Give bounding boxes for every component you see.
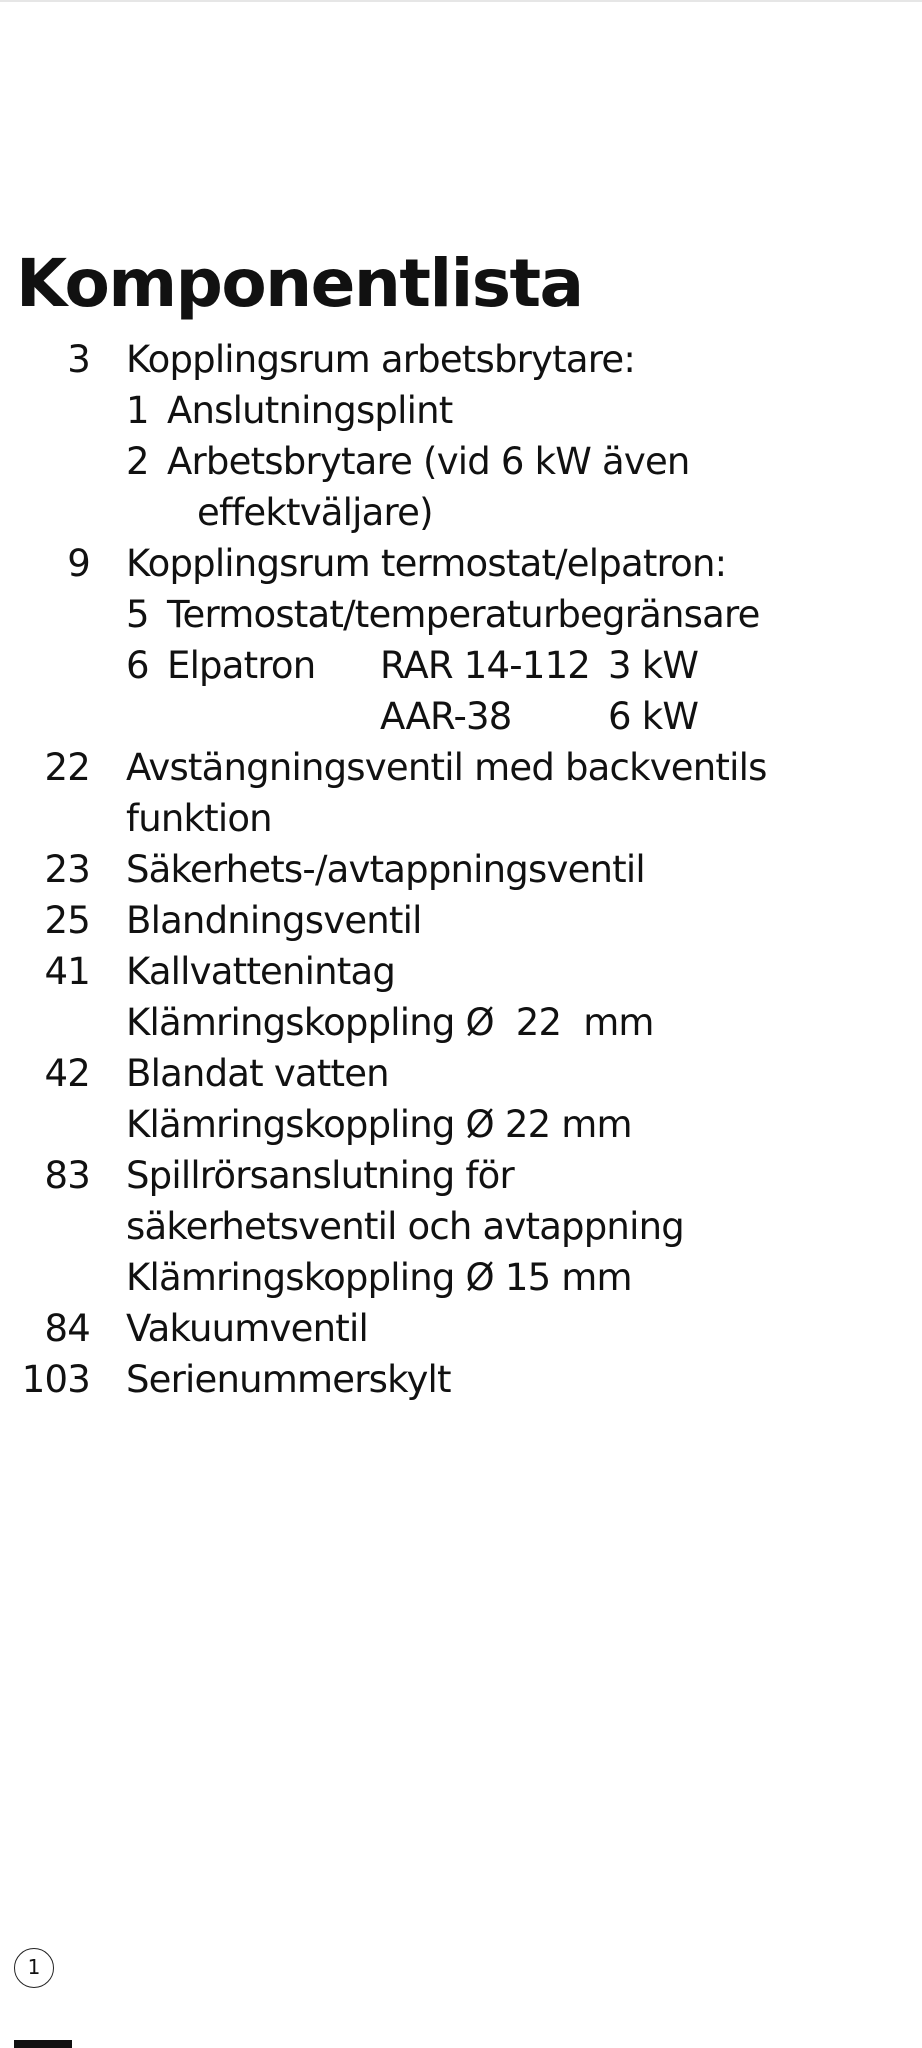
- list-item: [0, 1303, 922, 1354]
- item-text: Kopplingsrum termostat/elpatron:: [126, 542, 727, 585]
- item-number: 22: [44, 746, 90, 789]
- subitem-text: Elpatron: [167, 644, 316, 687]
- item-number: 41: [44, 950, 90, 993]
- item-text: Spillrörsanslutning för: [126, 1154, 514, 1197]
- list-item: [0, 1150, 922, 1201]
- list-item: [0, 538, 922, 589]
- list-item-continuation: [0, 997, 922, 1048]
- item-text: Säkerhets-/avtappningsventil: [126, 848, 645, 891]
- item-text: Serienummerskylt: [126, 1358, 451, 1401]
- item-number: 25: [44, 899, 90, 942]
- item-number: 84: [44, 1307, 90, 1350]
- item-continuation-text: funktion: [126, 797, 272, 840]
- subitem-number: 2: [126, 440, 149, 483]
- heater-model: AAR-38: [380, 695, 512, 738]
- item-continuation-text: Klämringskoppling Ø 22 mm: [126, 1001, 654, 1044]
- item-number: 83: [44, 1154, 90, 1197]
- item-number: 103: [21, 1358, 90, 1401]
- heater-model: RAR 14-112: [380, 644, 591, 687]
- subitem-number: 1: [126, 389, 149, 432]
- list-item-continuation: [0, 793, 922, 844]
- list-item: [0, 334, 922, 385]
- heater-power: 6 kW: [608, 695, 699, 738]
- item-text: Vakuumventil: [126, 1307, 368, 1350]
- list-item: [0, 844, 922, 895]
- item-continuation-text: säkerhetsventil och avtappning: [126, 1205, 684, 1248]
- list-item: [0, 895, 922, 946]
- item-number: 9: [67, 542, 90, 585]
- list-item: [0, 1048, 922, 1099]
- item-text: Kopplingsrum arbetsbrytare:: [126, 338, 635, 381]
- list-item: [0, 1354, 922, 1405]
- item-text: Blandningsventil: [126, 899, 422, 942]
- heater-power: 3 kW: [608, 644, 699, 687]
- item-continuation-text: Klämringskoppling Ø 15 mm: [126, 1256, 632, 1299]
- subitem-text: Arbetsbrytare (vid 6 kW även: [167, 440, 690, 483]
- bottom-bar-mark: [14, 2040, 72, 2048]
- item-text: Avstängningsventil med backventils: [126, 746, 767, 789]
- page-title: Komponentlista: [16, 245, 583, 322]
- item-number: 23: [44, 848, 90, 891]
- subitem-number: 5: [126, 593, 149, 636]
- page-number-badge: 1: [14, 1948, 54, 1988]
- top-rule: [0, 0, 922, 2]
- item-number: 3: [67, 338, 90, 381]
- list-item: [0, 946, 922, 997]
- list-subitem-row: [0, 691, 922, 742]
- item-continuation-text: Klämringskoppling Ø 22 mm: [126, 1103, 632, 1146]
- list-subitem: [0, 436, 922, 487]
- item-number: 42: [44, 1052, 90, 1095]
- list-subitem: [0, 385, 922, 436]
- subitem-text: Termostat/temperaturbegränsare: [167, 593, 760, 636]
- item-text: Blandat vatten: [126, 1052, 389, 1095]
- list-item: [0, 742, 922, 793]
- list-item-continuation: [0, 1252, 922, 1303]
- list-subitem-continuation: [0, 487, 922, 538]
- subitem-number: 6: [126, 644, 149, 687]
- subitem-text: Anslutningsplint: [167, 389, 453, 432]
- list-subitem: [0, 640, 922, 691]
- item-text: Kallvattenintag: [126, 950, 396, 993]
- component-list: [0, 334, 922, 1405]
- list-item-continuation: [0, 1201, 922, 1252]
- list-item-continuation: [0, 1099, 922, 1150]
- subitem-continuation-text: effektväljare): [197, 491, 433, 534]
- list-subitem: [0, 589, 922, 640]
